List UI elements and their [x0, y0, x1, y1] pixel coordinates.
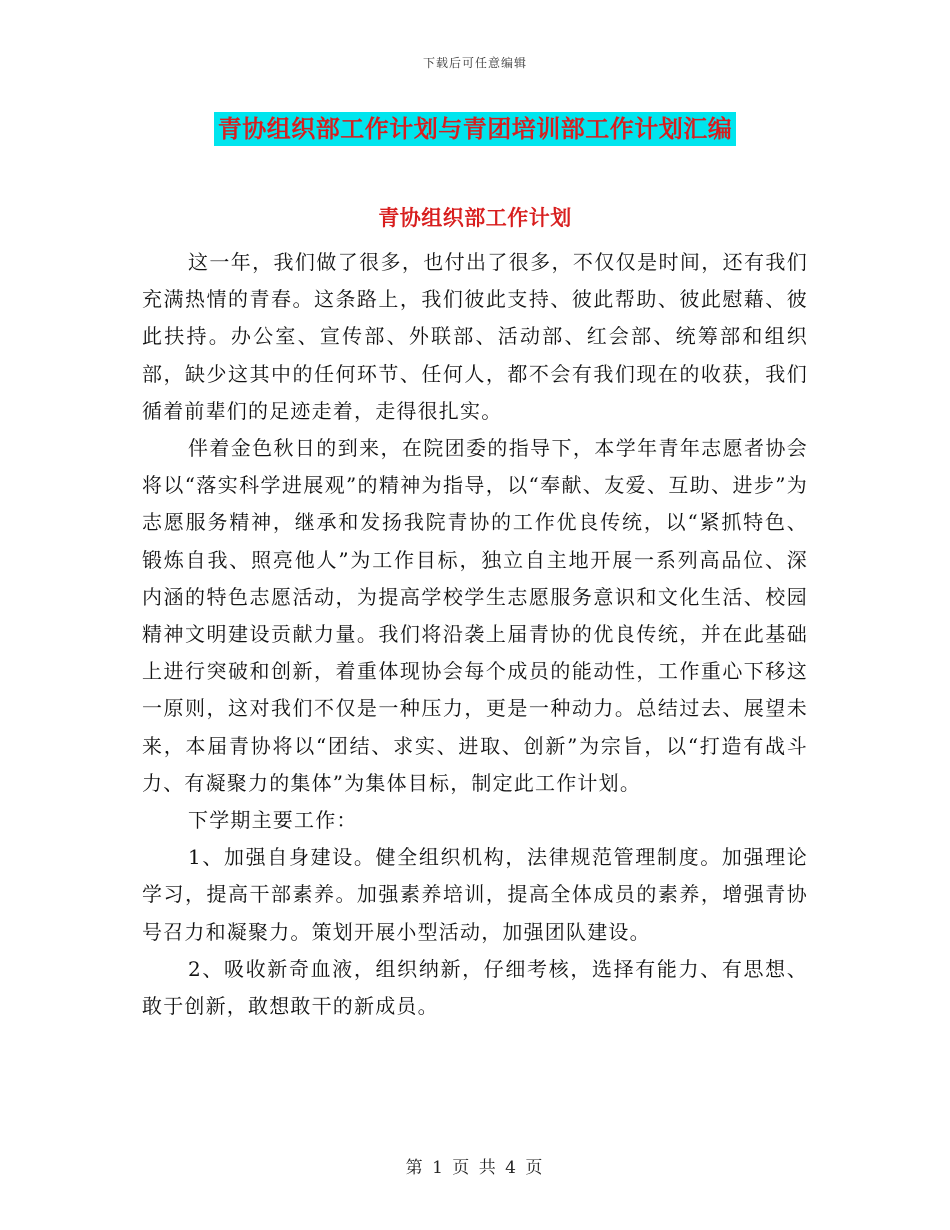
- paragraph: 下学期主要工作：: [188, 808, 358, 833]
- paragraph: 2、吸收新奇血液，组织纳新，仔细考核，选择有能力、有思想、敢于创新，敢想敢干的新成员。: [142, 956, 808, 1019]
- paragraph: 伴着金色秋日的到来，在院团委的指导下，本学年青年志愿者协会将以“落实科学进展观”的精神为指导，以“奉献、友爱、互助、进步”为志愿服务精神，继承和发扬我院青协的工作优良传统，以“紧抓特色、锻炼自我、照亮他人”为工作目标，独立自主地开展一系列高品位、深内涵的特色志愿活动，为提高学校学生志愿服务意识和文化生活、校园精神文明建设贡献力量。我们将沿袭上届青协的优良传统，并在此基础上进行突破和创新，着重体现协会每个成员的能动性，工作重心下移这一原则，这对我们不仅是一种压力，更是一种动力。总结过去、展望未来，本届青协将以“团结、求实、进取、创新”为宗旨，以“打造有战斗力、有凝聚力的集体”为集体目标，制定此工作计划。: [142, 436, 808, 795]
- page-header: 下载后可任意编辑: [422, 56, 527, 70]
- document-title: 青协组织部工作计划与青团培训部工作计划汇编: [214, 112, 737, 146]
- page-number: 第 1 页 共 4 页: [405, 1158, 545, 1178]
- paragraph: 1、加强自身建设。健全组织机构，法律规范管理制度。加强理论学习，提高干部素养。加强素养培训，提高全体成员的素养，增强青协号召力和凝聚力。策划开展小型活动，加强团队建设。: [142, 845, 808, 944]
- section-title: 青协组织部工作计划: [378, 205, 572, 230]
- paragraph: 这一年，我们做了很多，也付出了很多，不仅仅是时间，还有我们充满热情的青春。这条路上，我们彼此支持、彼此帮助、彼此慰藉、彼此扶持。办公室、宣传部、外联部、活动部、红会部、统筹部和组织部，缺少这其中的任何环节、任何人，都不会有我们现在的收获，我们循着前辈们的足迹走着，走得很扎实。: [142, 250, 808, 423]
- document-title-wrap: [0, 112, 950, 146]
- document-body: [142, 244, 808, 1025]
